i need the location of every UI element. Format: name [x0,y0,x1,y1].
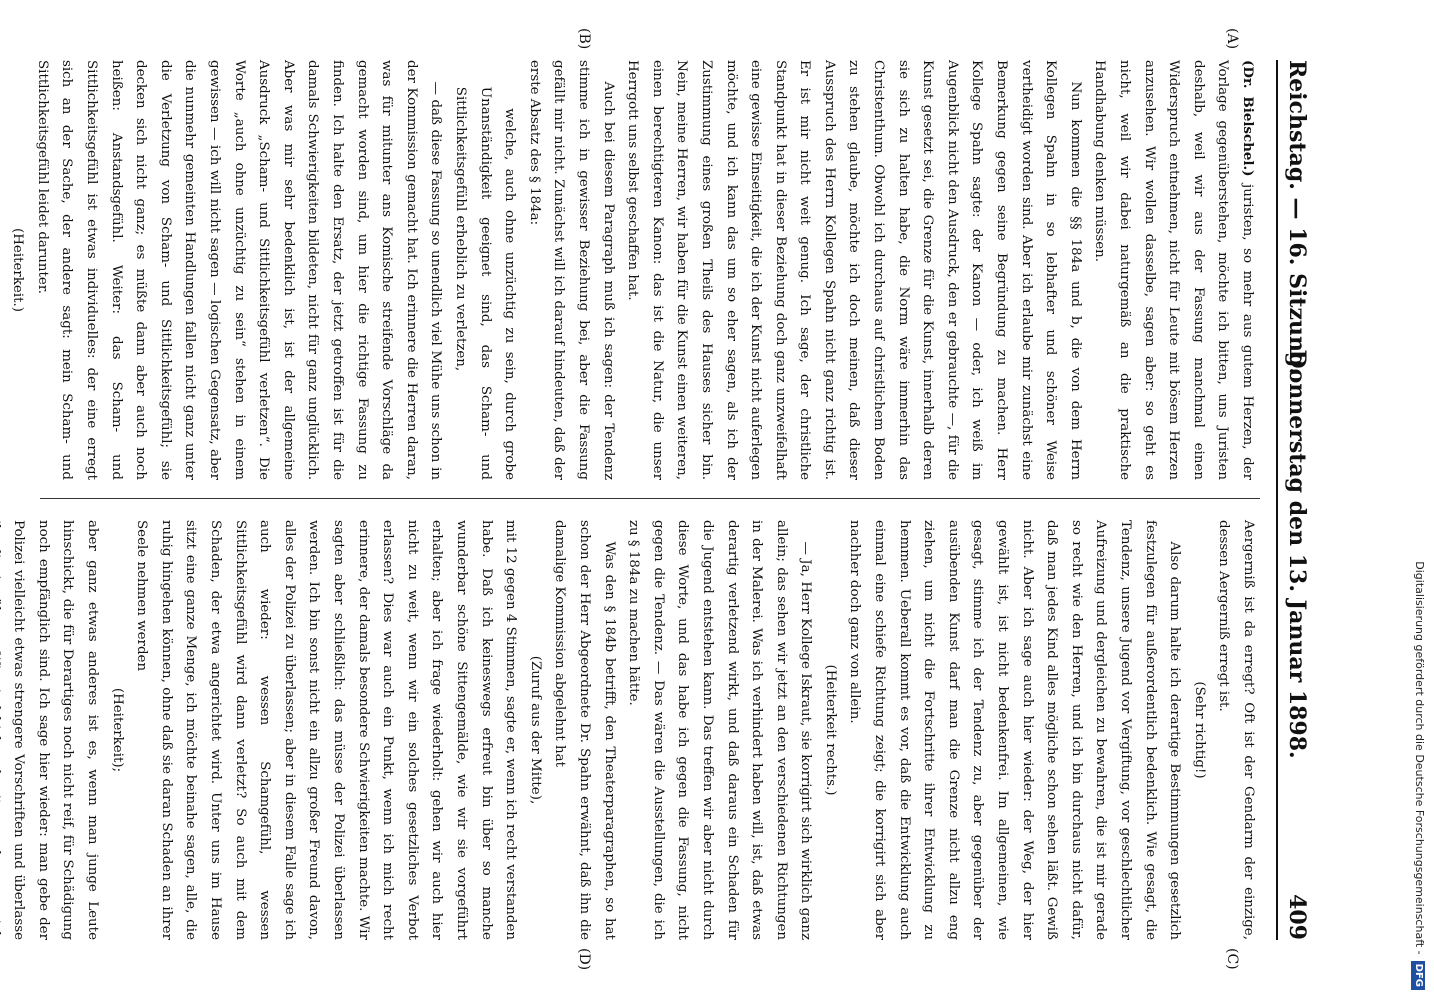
paragraph [0,60,5,480]
interjection: (Heiterkeit); [109,687,125,773]
paragraph: — Ja, Herr Kollege Iskraut, sie korrigirt sich wirklich ganz allein; das sehen wir jetzt an den verschiedenen Richtungen in der Malerei. Was ich verhindert haben will, ist, daß etwas derartig verletzend wirkt, und daß daraus ein Schaden für die Jugend entstehen kann. Das treffen wir aber nicht durch diese Worte, und das habe ich gegen die Fassung, nicht gegen die Tendenz. — Das wären die Ausstellungen, die ich zu § 184a zu machen hätte. [626,520,814,940]
quoted-paragraph: welche, auch ohne unzüchtig zu sein, durch grobe Unanständigkeit geeignet sind, das Scham- und Sittlichkeitsgefühl erheblich zu verletzen, [453,86,518,480]
paragraph: Aergerniß ist da erregt? Oft ist der Gendarm der einzige, dessen Aergerniß erregt ist. [1216,520,1256,940]
column-divider [40,498,1260,499]
speaker-label: (Dr. Bielschel.) [1240,60,1256,177]
paragraph: Nun kommen die §§ 184a und b, die von dem Herrn Kollegen Spahn in so lebhafter und schöner Weise vertheidigt worden sind. Aber ich erlaube mir zunächst eine Bemerkung gegen seine Begründung zu machen. Herr Kollege Spahn sagte: der Kanon — oder, ich weiß im Augenblick nicht den Ausdruck, den er gebrauchte —, für die Kunst gesetzt sei, die Grenze für die Kunst, innerhalb deren sie sich zu halten habe, die Norm wäre immerhin das Christenthum. Obwohl ich durchaus auf christlichem Boden zu stehen glaube, möchte ich doch meinen, daß dieser Ausspruch des Herrn Kollegen Spahn nicht ganz richtig ist. Er ist mir nicht weit genug. Ich sage, der christliche Standpunkt hat in dieser Beziehung doch ganz unzweifelhaft eine gewisse Einseitigkeit, die ich der Kunst nicht auferlegen möchte, und ich kann das um so eher sagen, als ich der Zustimmung eines großen Theils des Hauses sicher bin. Nein, meine Herren, wir haben für die Kunst einen weiteren, einen berechtigteren Kanon: das ist die Natur, die unser Herrgott uns selbst geschaffen hat. [625,60,1083,480]
paragraph: Was den § 184b betrifft, den Theaterparagraphen, so hat schon der Herr Abgeordnete Dr. Spahn erwähnt, daß ihn die damalige Kommission abgelehnt hat [552,520,617,940]
interjection: (Sehr richtig!) [1191,681,1207,779]
dfg-logo: DFG [1411,961,1425,990]
page-header [1276,60,1314,940]
paragraph: aber ganz etwas anderes ist es, wenn man junge Leute hinschickt, die für Derartiges noch nicht reif, für Schädigung noch empfänglich sind. Ich sage hier wieder: man gebe der Polizei vielleicht etwas strengere Vorschriften und überlasse [11,520,101,940]
margin-label-c: (C) [1224,948,1240,970]
page-number: 409 [1284,894,1310,940]
credit-text-line [1412,10,1426,990]
margin-label-b: (B) [576,28,592,50]
margin-label-a: (A) [1224,28,1240,50]
interjection: (Heiterkeit.) [10,228,26,312]
paragraph: Auch bei diesem Paragraph muß ich sagen: der Tendenz stimme ich in gewisser Beziehung bei, aber die Fassung gefällt mir nicht. Zunächst will ich darauf hindeuten, daß der erste Absatz des § 184a: [526,60,616,480]
margin-label-d: (D) [576,948,592,971]
paragraph: mit 12 gegen 4 Stimmen, sagte er, wenn ich recht verstanden habe. Daß ich keineswegs erfreut bin über so manche wunderbar schöne Sittengemälde, wie wir sie vorgeführt erhalten; aber ich frage wiederholt: gehen wir auch hier nicht zu weit, wenn wir ein solches gesetzliches Verbot erlassen? Dies war auch ein Punkt, wenn ich mich recht erinnere, der damals besondere Schwierigkeiten machte. Wir sagten aber schließlich: das müsse der Polizei überlassen werden. Ich bin sonst nicht ein allzu großer Freund davon, alles der Polizei zu überlassen; aber in diesem Falle sage ich auch wieder: wessen Schamgefühl, wessen Sittlichkeitsgefühl wird dann verletzt? So auch mit dem Schaden, der etwa angerichtet wird. Unter uns im Hause sitzt eine ganze Menge, ich möchte beinahe sagen, alle, die ruhig hingehen können, ohne daß sie daran Schaden an ihrer Seele nehmen werden [134,520,519,940]
digitization-credit [1412,10,1426,990]
interjection: (Zuruf aus der Mitte), [527,655,543,805]
credit-text: Digitalisierung gefördert durch die Deutsche Forschungsgemeinschaft - [1413,561,1426,955]
header-date: Donnerstag den 13. Januar 1898. [1284,349,1310,759]
left-text-column [10,60,1260,481]
paragraph: juristen, so mehr aus gutem Herzen, der Vorlage gegenüberstehen, möchte ich bitten, uns Juristen deshalb, weil wir aus der Fassung manchmal einen Widerspruch entnehmen, nicht für Leute mit bösem Herzen anzusehen. Wir wollen dasselbe, sagen aber: so geht es nicht, weil wir dabei naturgemäß an die praktische Handhabung denken müssen. [1092,60,1255,481]
interjection: (Heiterkeit rechts.) [822,664,838,796]
right-text-column [11,520,1260,940]
header-date-and-page [1284,350,1310,940]
paragraph: Also darum halte ich derartige Bestimmungen gesetzlich festzulegen für außerordentlich bedenklich. Wie gesagt, die Tendenz, unsere Jugend vor Vergiftung, vor geschlechtlicher Aufreizung und dergleichen zu bewahren, die ist mir gerade so recht wie den Herren, und ich bin durchaus nicht dafür, daß man jedes Kind alles mögliche schon sehen läßt. Gewiß nicht. Aber ich sage auch hier wieder: der Weg, der hier gewählt ist, ist nicht bedenkenfrei. Im allgemeinen, wie gesagt, stimme ich der Tendenz zu, aber gegenüber der ausübenden Kunst darf man die Grenze nicht allzu eng ziehen, um nicht die Fortschritte ihrer Entwicklung zu hemmen. Ueberall kommt es vor, daß die Entwicklung auch einmal eine schiefe Richtung zeigt; die korrigirt sich aber nachher doch ganz von allein. [847,520,1183,940]
header-session-title: Reichstag. — 16. Sitzung. [1284,60,1310,376]
document-page [12,20,1332,980]
paragraph: — daß diese Fassung so unendlich viel Mühe uns schon in der Kommission gemacht hat. Ich erinnere die Herren daran, was für mitunter ans Komische streifende Vorschläge da gemacht worden sind, um hier die richtige Fassung zu finden. Ich halte den Ersatz, der jetzt getroffen ist für die damals Schwierigkeiten bildeten, nicht für ganz unglücklich. Aber was mir sehr bedenklich ist, ist der allgemeine Ausdruck „Scham- und Sittlichkeitsgefühl verletzen“. Die Worte „auch ohne unzüchtig zu sein“ stehen in einem gewissen — ich will nicht sagen — logischen Gegensatz, aber die nunmehr gemeinten Handlungen fallen nicht ganz unter die Verletzung von Scham- und Sittlichkeitsgefühl; sie decken sich nicht ganz; es müßte dann aber auch noch heißen: Anstandsgefühl. Weiter: das Scham- und Sittlichkeitsgefühl ist etwas individuelles: der eine erregt sich an der Sache, der andere sagt: mein Scham- und Sittlichkeitsgefühl leidet darunter. [34,60,444,480]
